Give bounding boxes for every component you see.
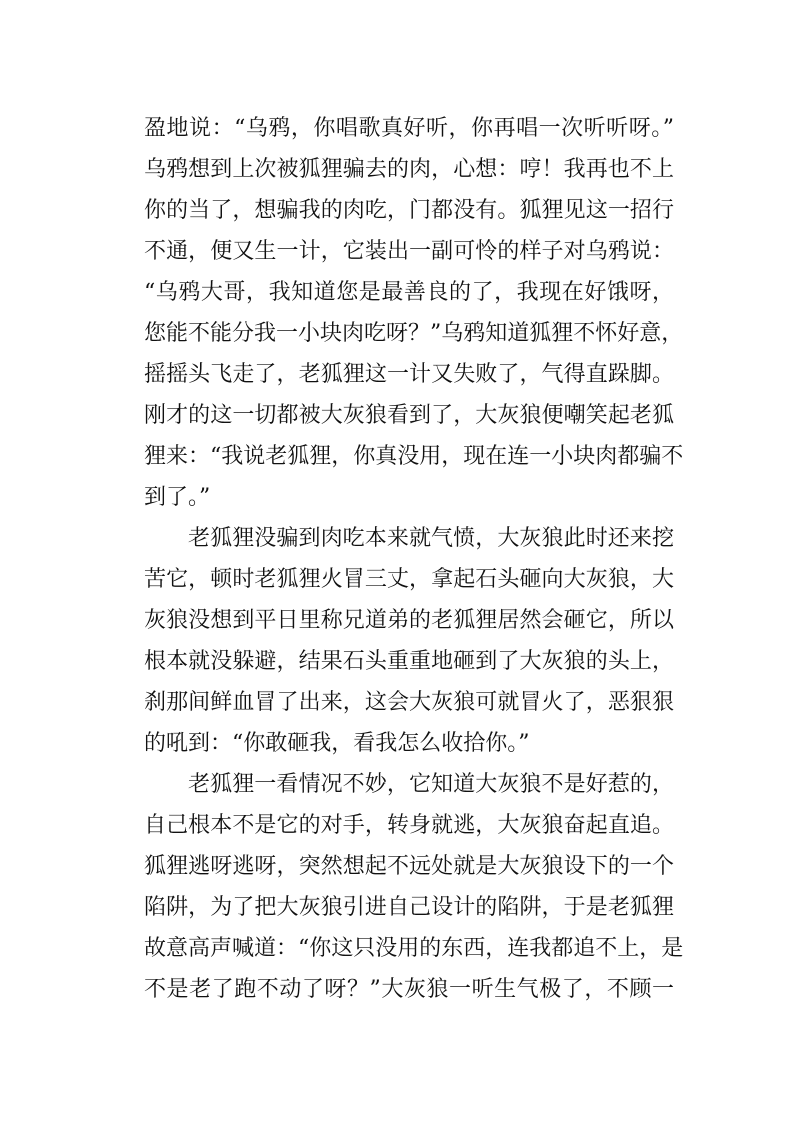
text-line: 不是老了跑不动了呀？”大灰狼一听生气极了，不顾一 — [144, 977, 674, 1002]
text-line: 陷阱，为了把大灰狼引进自己设计的陷阱，于是老狐狸 — [144, 895, 674, 920]
text-line: 你的当了，想骗我的肉吃，门都没有。狐狸见这一招行 — [144, 198, 674, 223]
text-line: “乌鸦大哥，我知道您是最善良的了，我现在好饿呀， — [144, 280, 674, 305]
text-line: 灰狼没想到平日里称兄道弟的老狐狸居然会砸它，所以 — [144, 608, 674, 633]
text-line: 到了。” — [144, 485, 211, 510]
paragraph-start-line: 老狐狸没骗到肉吃本来就气愤，大灰狼此时还来挖 — [188, 526, 674, 551]
text-line: 不通，便又生一计，它装出一副可怜的样子对乌鸦说： — [144, 239, 674, 264]
text-line: 摇摇头飞走了，老狐狸这一计又失败了，气得直跺脚。 — [144, 362, 674, 387]
text-line: 故意高声喊道：“你这只没用的东西，连我都追不上，是 — [144, 936, 684, 961]
text-line: 狸来：“我说老狐狸，你真没用，现在连一小块肉都骗不 — [144, 444, 684, 469]
text-line: 自己根本不是它的对手，转身就逃，大灰狼奋起直追。 — [144, 813, 674, 838]
text-line: 根本就没躲避，结果石头重重地砸到了大灰狼的头上， — [144, 649, 674, 674]
story-text — [144, 108, 684, 1010]
text-line: 刹那间鲜血冒了出来，这会大灰狼可就冒火了，恶狠狠 — [144, 690, 674, 715]
text-line: 盈地说：“乌鸦，你唱歌真好听，你再唱一次听听呀。” — [144, 116, 674, 141]
text-line: 刚才的这一切都被大灰狼看到了，大灰狼便嘲笑起老狐 — [144, 403, 674, 428]
text-line: 的吼到：“你敢砸我，看我怎么收拾你。” — [144, 731, 530, 756]
text-line: 您能不能分我一小块肉吃呀？”乌鸦知道狐狸不怀好意， — [144, 321, 684, 346]
text-line: 狐狸逃呀逃呀，突然想起不远处就是大灰狼设下的一个 — [144, 854, 674, 879]
text-line: 苦它，顿时老狐狸火冒三丈，拿起石头砸向大灰狼，大 — [144, 567, 674, 592]
paragraph-start-line: 老狐狸一看情况不妙，它知道大灰狼不是好惹的， — [188, 772, 674, 797]
text-line: 乌鸦想到上次被狐狸骗去的肉，心想：哼！我再也不上 — [144, 157, 674, 182]
